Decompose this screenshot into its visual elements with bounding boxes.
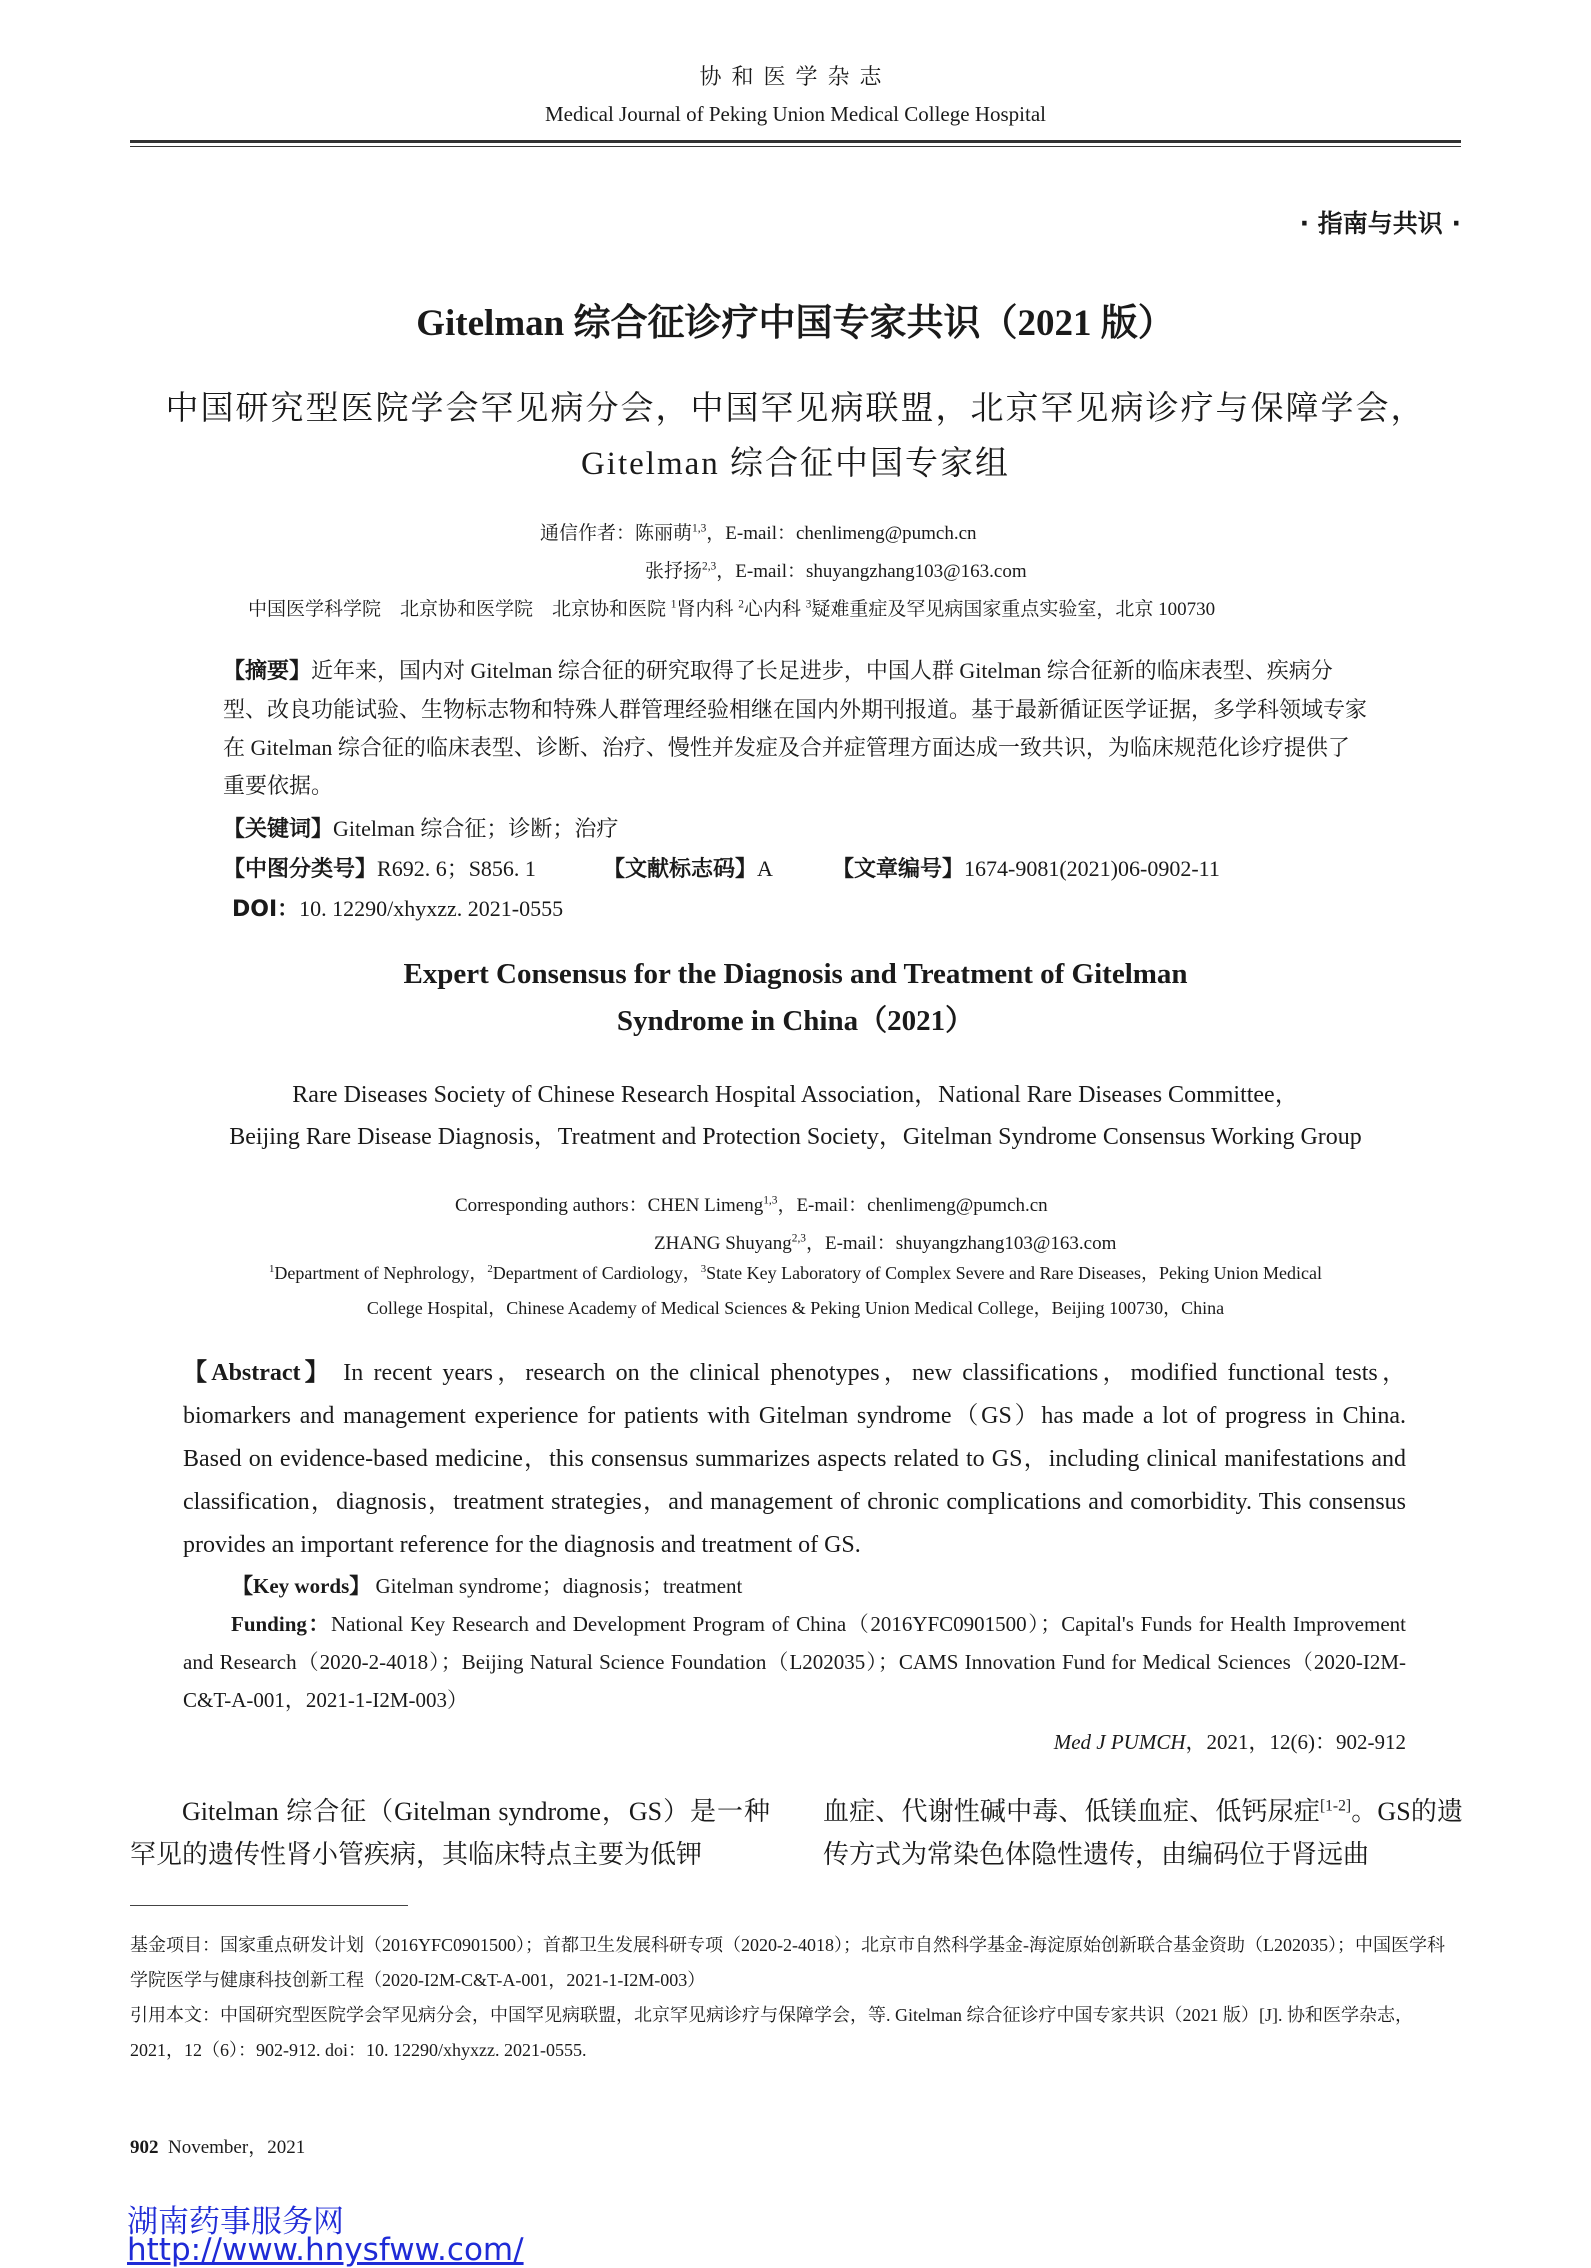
- footnote-funding: 基金项目：国家重点研发计划（2016YFC0901500）；首都卫生发展科研专项（2020-2-4018）；北京市自然科学基金-海淀原始创新联合基金资助（L202035）；中国医学科学院医学与健康科技创新工程（2020-I2M-C&T-A-001，2021-1-I2M-003）: [130, 1935, 1445, 1990]
- title-en-line2: Syndrome in China（2021）: [616, 1005, 975, 1037]
- watermark-url[interactable]: http://www.hnysfww.com/: [127, 2232, 524, 2268]
- authors-cn: [150, 382, 1441, 492]
- affiliation-en-line2: College Hospital，Chinese Academy of Medical Sciences & Peking Union Medical College，Beijing 100730，China: [366, 1298, 1225, 1318]
- classification-codes: 【中图分类号】R692. 6；S856. 1: [223, 856, 536, 882]
- journal-name-en: Medical Journal of Peking Union Medical College Hospital: [545, 102, 1046, 126]
- header-rule-thin: [130, 146, 1461, 147]
- abstract-en-text: In recent years，research on the clinical phenotypes，new classifications，modified functional tests，biomarkers and management experience for patients with Gitelman syndrome（GS）has made a lot of progress in China. Based on evidence-based medicine，this consensus summarizes aspects related to GS，including clinical manifestations and classification，diagnosis，treatment strategies，and management of chronic complications and comorbidity. This consensus provides an important reference for the diagnosis and treatment of GS.: [183, 1360, 1406, 1558]
- abstract-en-label: 【Abstract】: [183, 1360, 334, 1386]
- affiliation-en: [0, 1256, 1591, 1326]
- article-number: 【文章编号】1674-9081(2021)06-0902-11: [832, 856, 1220, 882]
- correspondence-cn-line2: 张抒扬$^{2,3}$，E-mail：shuyangzhang103@163.com: [645, 560, 1027, 582]
- body-column-left: Gitelman 综合征（Gitelman syndrome，GS）是一种罕见的遗传性肾小管疾病，其临床特点主要为低钾: [130, 1797, 770, 1869]
- citation-short: Med J PUMCH，2021，12(6)：902-912: [1053, 1730, 1406, 1754]
- keywords-en: 【Key words】 Gitelman syndrome；diagnosis；treatment: [232, 1574, 743, 1598]
- correspondence-en-line2: ZHANG Shuyang$^{2,3}$，E-mail：shuyangzhang103@163.com: [654, 1232, 1117, 1254]
- reference-marker: [1-2]: [1319, 1797, 1352, 1815]
- page-footer: [130, 2132, 305, 2159]
- document-code: 【文献标志码】A: [603, 856, 773, 882]
- keywords-cn: 【关键词】Gitelman 综合征；诊断；治疗: [223, 816, 619, 842]
- title-en: [0, 951, 1591, 1045]
- authors-en-line2: Beijing Rare Disease Diagnosis，Treatment and Protection Society，Gitelman Syndrome Consensus Working Group: [229, 1124, 1362, 1150]
- footnote-citation: 引用本文：中国研究型医院学会罕见病分会，中国罕见病联盟，北京罕见病诊疗与保障学会，等. Gitelman 综合征诊疗中国专家共识（2021 版）[J]. 协和医学杂志，2021，12（6）：902-912. doi：10. 12290/xhyxzz. 2021-0555.: [130, 2005, 1413, 2060]
- affiliation-en-line1: $^1$Department of Nephrology，$^2$Department of Cardiology，$^3$State Key Laboratory of Complex Severe and Rare Diseases，Peking Union Medical: [269, 1263, 1322, 1283]
- journal-name-cn: 协和医学杂志: [699, 64, 892, 89]
- issue-date: November，2021: [168, 2137, 306, 2158]
- watermark-site-name: 湖南药事服务网: [127, 2204, 344, 2240]
- body-column-right: 血症、代谢性碱中毒、低镁血症、低钙尿症[1-2]。GS的遗传方式为常染色体隐性遗传，由编码位于肾远曲: [823, 1797, 1463, 1869]
- doi: DOI：10. 12290/xhyxzz. 2021-0555: [232, 896, 564, 922]
- abstract-en: [183, 1352, 1406, 1567]
- footnote-rule: [130, 1905, 408, 1906]
- title-en-line1: Expert Consensus for the Diagnosis and Treatment of Gitelman: [403, 958, 1188, 990]
- authors-cn-line1: 中国研究型医院学会罕见病分会，中国罕见病联盟，北京罕见病诊疗与保障学会，: [165, 391, 1426, 427]
- authors-en: [0, 1074, 1591, 1158]
- page-number: 902: [130, 2137, 159, 2158]
- authors-en-line1: Rare Diseases Society of Chinese Research Hospital Association，National Rare Diseases Committee，: [292, 1082, 1299, 1108]
- authors-cn-line2: Gitelman 综合征中国专家组: [580, 446, 1011, 482]
- title-cn: Gitelman 综合征诊疗中国专家共识（2021 版）: [416, 303, 1175, 344]
- section-tag: · 指南与共识 ·: [1299, 209, 1461, 238]
- abstract-cn-text: 近年来，国内对 Gitelman 综合征的研究取得了长足进步，中国人群 Gitelman 综合征新的临床表型、疾病分型、改良功能试验、生物标志物和特殊人群管理经验相继在国内外期刊报道。基于最新循证医学证据，多学科领域专家在 Gitelman 综合征的临床表型、诊断、治疗、慢性并发症及合并症管理方面达成一致共识，为临床规范化诊疗提供了重要依据。: [223, 658, 1368, 798]
- correspondence-cn-line1: 通信作者：陈丽萌$^{1,3}$，E-mail：chenlimeng@pumch.cn: [540, 522, 977, 544]
- affiliation-cn: 中国医学科学院 北京协和医学院 北京协和医院 $^1$肾内科 $^2$心内科 $^3$疑难重症及罕见病国家重点实验室，北京 100730: [248, 598, 1216, 620]
- funding-en: Funding：National Key Research and Development Program of China（2016YFC0901500）；Capital's Funds for Health Improvement and Research（2020-2-4018）；Beijing Natural Science Foundation（L202035）；CAMS Innovation Fund for Medical Sciences（2020-I2M-C&T-A-001，2021-1-I2M-003）: [183, 1612, 1406, 1712]
- abstract-cn-label: 【摘要】: [223, 659, 312, 684]
- abstract-cn: [223, 652, 1368, 805]
- correspondence-en-line1: Corresponding authors：CHEN Limeng$^{1,3}$，E-mail：chenlimeng@pumch.cn: [455, 1194, 1048, 1216]
- header-rule-thick: [130, 140, 1461, 143]
